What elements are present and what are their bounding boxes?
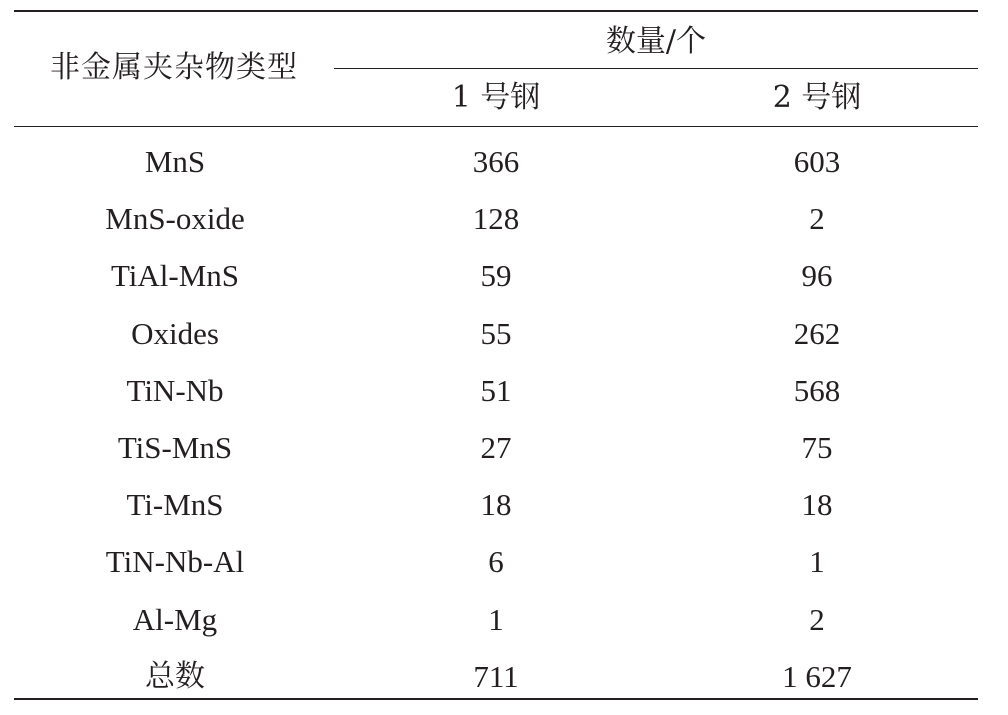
steel-1-count-cell: 51 xyxy=(480,372,512,408)
total-label-cell: 总数 xyxy=(145,658,205,694)
steel-2-total-cell: 1 627 xyxy=(782,658,852,694)
steel-1-total-cell: 711 xyxy=(473,658,519,694)
inclusion-type-cell: Oxides xyxy=(131,315,219,351)
table-body xyxy=(14,136,978,708)
steel-1-count-cell: 128 xyxy=(472,201,520,237)
inclusion-type-cell: Ti-MnS xyxy=(126,487,224,523)
steel-1-count-cell: 6 xyxy=(488,544,504,580)
steel-2-count-cell: 18 xyxy=(801,487,833,523)
header-steel-1: 1 号钢 xyxy=(451,80,541,115)
steel-2-count-cell: 96 xyxy=(801,258,833,294)
table-row xyxy=(14,365,978,422)
header-steel-2: 2 号钢 xyxy=(772,80,862,115)
table-row xyxy=(14,479,978,536)
steel-2-count-cell: 1 xyxy=(809,544,825,580)
inclusion-type-cell: TiAl-MnS xyxy=(110,258,240,294)
top-rule xyxy=(14,10,978,12)
inclusion-type-cell: TiN-Nb xyxy=(126,372,224,408)
steel-1-count-cell: 18 xyxy=(480,487,512,523)
inclusion-type-cell: Al-Mg xyxy=(132,601,218,637)
steel-2-count-cell: 2 xyxy=(809,601,825,637)
table-row xyxy=(14,308,978,365)
inclusion-type-cell: MnS-oxide xyxy=(105,201,245,237)
header-bottom-rule xyxy=(14,126,978,127)
header-count: 数量/个 xyxy=(605,24,707,59)
total-row xyxy=(14,651,978,708)
table-row xyxy=(14,422,978,479)
table-row xyxy=(14,250,978,307)
inclusion-type-cell: MnS xyxy=(144,144,206,179)
table-row xyxy=(14,193,978,250)
inclusion-type-cell: TiN-Nb-Al xyxy=(105,544,245,580)
count-header-rule xyxy=(334,68,978,69)
steel-2-count-cell: 568 xyxy=(793,372,841,408)
header-inclusion-type: 非金属夹杂物类型 xyxy=(50,50,298,85)
steel-2-count-cell: 75 xyxy=(801,429,833,465)
steel-2-count-cell: 2 xyxy=(809,201,825,237)
inclusion-type-cell: TiS-MnS xyxy=(117,429,233,465)
steel-1-count-cell: 1 xyxy=(488,601,504,637)
steel-1-count-cell: 366 xyxy=(472,144,520,179)
steel-1-count-cell: 59 xyxy=(480,258,512,294)
steel-2-count-cell: 603 xyxy=(793,144,841,179)
steel-2-count-cell: 262 xyxy=(793,315,841,351)
table-row xyxy=(14,536,978,593)
steel-1-count-cell: 55 xyxy=(480,315,512,351)
table-row xyxy=(14,136,978,193)
steel-1-count-cell: 27 xyxy=(480,429,512,465)
table-row xyxy=(14,594,978,651)
